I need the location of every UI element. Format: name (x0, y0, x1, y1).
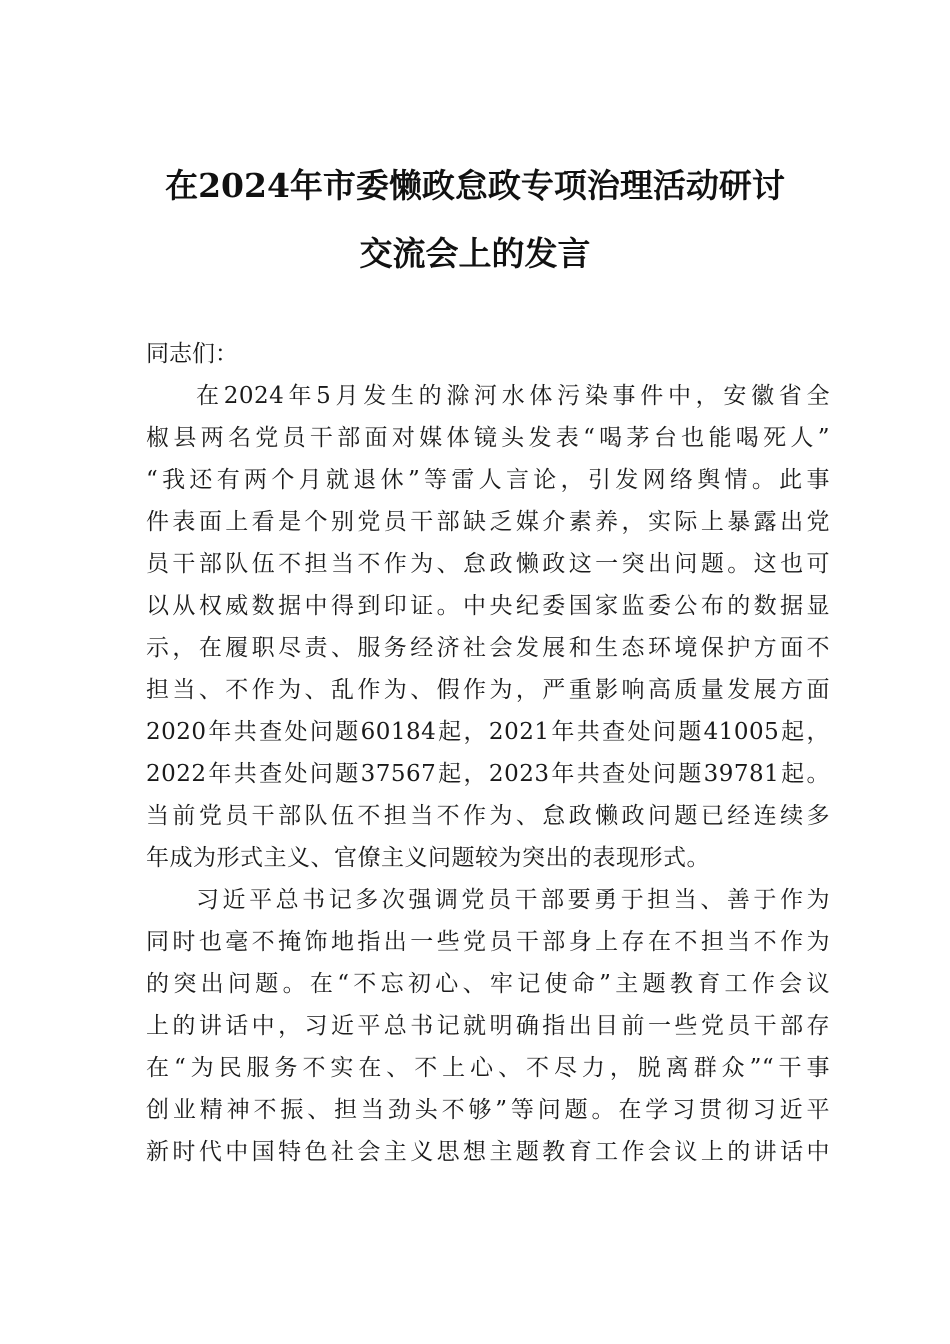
paragraph-line: 示，在履职尽责、服务经济社会发展和生态环境保护方面不 (146, 635, 830, 661)
paragraph-line: 同时也毫不掩饰地指出一些党员干部身上存在不担当不作为 (146, 929, 830, 955)
paragraph-line: 的突出问题。在“不忘初心、牢记使命”主题教育工作会议 (146, 971, 830, 997)
paragraph-line: 创业精神不振、担当劲头不够”等问题。在学习贯彻习近平 (146, 1097, 830, 1123)
paragraph-line: 新时代中国特色社会主义思想主题教育工作会议上的讲话中 (146, 1139, 830, 1165)
paragraph-line: 2020年共查处问题60184起，2021年共查处问题41005起， (146, 719, 830, 745)
paragraph-line: 件表面上看是个别党员干部缺乏媒介素养，实际上暴露出党 (146, 509, 830, 535)
paragraph-line: 椒县两名党员干部面对媒体镜头发表“喝茅台也能喝死人” (146, 425, 830, 451)
paragraph-line: 担当、不作为、乱作为、假作为，严重影响高质量发展方面 (146, 677, 830, 703)
document-title-line-2: 交流会上的发言 (359, 234, 591, 273)
paragraph-line: 员干部队伍不担当不作为、怠政懒政这一突出问题。这也可 (146, 551, 830, 577)
paragraph-2 (146, 879, 830, 1173)
paragraph-line: “我还有两个月就退休”等雷人言论，引发网络舆情。此事 (146, 467, 830, 493)
greeting: 同志们： (146, 341, 238, 367)
paragraph-1 (146, 375, 830, 879)
paragraph-line: 在“为民服务不实在、不上心、不尽力，脱离群众”“干事 (146, 1055, 830, 1081)
paragraph-line: 以从权威数据中得到印证。中央纪委国家监委公布的数据显 (146, 593, 830, 619)
paragraph-line: 年成为形式主义、官僚主义问题较为突出的表现形式。 (146, 845, 710, 871)
document-body (146, 333, 830, 1173)
paragraph-line: 习近平总书记多次强调党员干部要勇于担当、善于作为 (196, 887, 830, 913)
paragraph-line: 2022年共查处问题37567起，2023年共查处问题39781起。 (146, 761, 830, 787)
paragraph-line: 当前党员干部队伍不担当不作为、怠政懒政问题已经连续多 (146, 803, 830, 829)
paragraph-line: 在2024年5月发生的滁河水体污染事件中，安徽省全 (196, 383, 830, 409)
document-title-line-1: 在2024年市委懒政怠政专项治理活动研讨 (165, 166, 785, 205)
paragraph-line: 上的讲话中，习近平总书记就明确指出目前一些党员干部存 (146, 1013, 830, 1039)
